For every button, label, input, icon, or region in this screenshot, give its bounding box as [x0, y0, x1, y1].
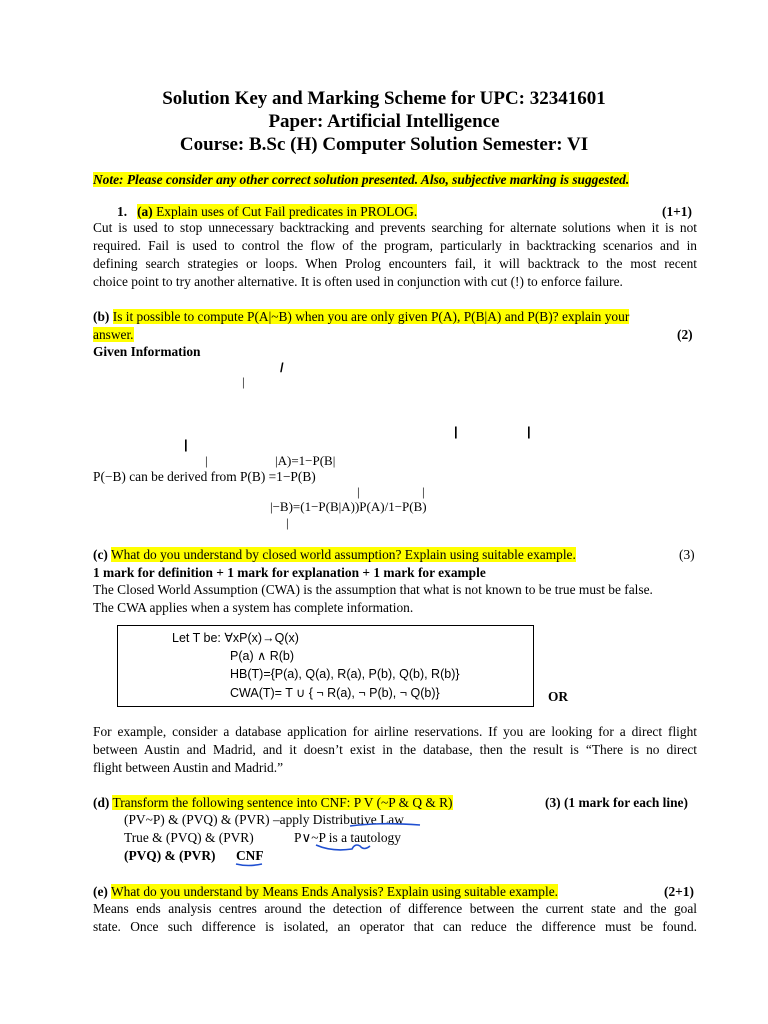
q1d-label: (d)	[93, 795, 110, 810]
q1e-marks: (2+1)	[664, 884, 694, 899]
q1b-question-line2: answer.	[93, 327, 134, 342]
formula-fragment-bar: |	[184, 437, 188, 452]
formula-fragment-bar: |	[422, 484, 425, 499]
q1c-answer-line: The Closed World Assumption (CWA) is the assumption that what is not known to be true must be false.	[93, 582, 653, 597]
q1a-answer-line: Cut is used to stop unnecessary backtracking and prevents searching for alternate solutions when it is not	[93, 220, 697, 235]
q1c-answer-line: The CWA applies when a system has complete information.	[93, 600, 414, 615]
header-title-line3: Course: B.Sc (H) Computer Solution Semester: VI	[179, 134, 589, 155]
q1c-example-line: between Austin and Madrid, and it doesn’t exist in the database, then the result is “There is no direct	[93, 742, 697, 757]
formula-fragment-bar: |	[454, 424, 458, 439]
cwa-box-line: Let T be: ∀xP(x)→Q(x)	[172, 631, 299, 645]
q1b-derivation-line: P(−B) can be derived from P(B) =1−P(B)	[93, 469, 316, 484]
q1b-given-heading: Given Information	[93, 344, 201, 359]
formula-fragment-bar: |	[527, 424, 531, 439]
q1d-marks: (3) (1 mark for each line)	[545, 795, 688, 810]
q1b-question: Is it possible to compute P(A|~B) when you are only given P(A), P(B|A) and P(B)? explain your	[112, 309, 630, 324]
q1a-question: Explain uses of Cut Fail predicates in PROLOG.	[156, 204, 418, 219]
q1e-label: (e)	[93, 884, 108, 899]
q1c-marking-scheme: 1 mark for definition + 1 mark for explanation + 1 mark for example	[93, 565, 486, 580]
formula-fragment-bar: |	[242, 374, 245, 389]
q1d-step-line1: (PV~P) & (PVQ) & (PVR) –apply Distributive Law	[124, 812, 404, 827]
cwa-box-line: P(a) ∧ R(b)	[230, 649, 295, 663]
cwa-box-line: HB(T)={P(a), Q(a), R(a), P(b), Q(b), R(b)}	[230, 667, 460, 681]
pen-underline-tautology	[316, 845, 370, 850]
formula-fragment-bar: |	[286, 515, 289, 530]
q1d-tautology-note: P∨~P is a tautology	[294, 830, 401, 845]
formula-fragment: |−B)=(1−P(B|A))P(A)/1−P(B)	[270, 499, 427, 514]
q1d-cnf-label: CNF	[236, 848, 264, 863]
q1c-question: What do you understand by closed world assumption? Explain using suitable example.	[110, 547, 576, 562]
q1e-question-line	[93, 883, 558, 901]
pen-underline-distributive	[350, 824, 420, 826]
cwa-box-line: CWA(T)= T ∪ { ¬ R(a), ¬ P(b), ¬ Q(b)}	[230, 686, 440, 700]
q1e-answer-line: Means ends analysis centres around the detection of difference between the current state and the goal	[93, 901, 697, 916]
q1a-answer-line: required. Fail is used to control the flow of the program, particularly in backtracking scenarios and in	[93, 238, 697, 253]
q1e-question: What do you understand by Means Ends Analysis? Explain using suitable example.	[110, 884, 559, 899]
formula-fragment-bar: |	[357, 484, 360, 499]
q1a-marks: (1+1)	[662, 204, 692, 219]
q1d-step-line2: True & (PVQ) & (PVR)	[124, 830, 254, 845]
q1a-answer-line: defining search strategies or loops. When Prolog encounters fail, it will backtrack to the most recent	[93, 256, 697, 271]
q1b-label: (b)	[93, 309, 110, 324]
q1e-answer-line: state. Once such difference is isolated, an operator that can reduce the difference must be found.	[93, 919, 697, 934]
q1b-marks: (2)	[677, 327, 693, 342]
or-label: OR	[548, 689, 569, 704]
header-title-line2: Paper: Artificial Intelligence	[268, 111, 500, 132]
q1-number: 1.	[117, 204, 128, 219]
q1c-example-line: For example, consider a database application for airline reservations. If you are looking for a direct flight	[93, 724, 697, 739]
q1d-step-line3: (PVQ) & (PVR)	[124, 848, 216, 863]
q1c-example-line: flight between Austin and Madrid.”	[93, 760, 284, 775]
header-title-line1: Solution Key and Marking Scheme for UPC: 32341601	[162, 88, 606, 109]
formula-fragment: |A)=1−P(B|	[275, 453, 336, 468]
q1c-label: (c)	[93, 547, 108, 562]
q1d-question: Transform the following sentence into CNF: P V (~P & Q & R)	[112, 795, 453, 810]
formula-fragment-bar: |	[205, 453, 208, 468]
pen-underline-cnf	[236, 864, 262, 866]
q1a-answer-line: choice point to try another alternative. It is often used in conjunction with cut (!) to enforce failure.	[93, 274, 623, 289]
note: Note: Please consider any other correct solution presented. Also, subjective marking is suggested.	[93, 172, 630, 187]
formula-fragment-slash: /	[280, 360, 284, 375]
q1c-marks: (3)	[679, 547, 695, 562]
q1a-label: (a)	[137, 204, 153, 219]
